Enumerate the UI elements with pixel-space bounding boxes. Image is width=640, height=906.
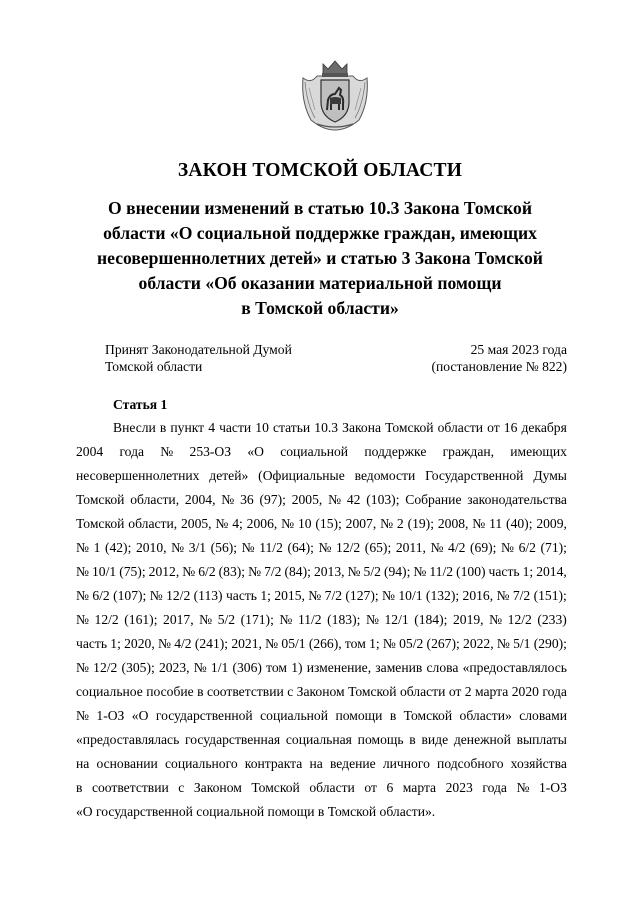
- article-word: Законом: [193, 780, 242, 795]
- article-word: 1;: [522, 564, 534, 579]
- article-word: виде: [421, 732, 449, 747]
- article-word: пособие: [146, 684, 194, 699]
- article-word: часть: [76, 636, 108, 651]
- article-word: марта: [475, 684, 509, 699]
- article-word: (83);: [218, 564, 246, 579]
- article-word: 2004: [76, 444, 104, 459]
- article-word: №: [76, 612, 89, 627]
- article-word: детей»: [209, 468, 249, 483]
- article-word: (127);: [345, 588, 379, 603]
- article-word: на: [76, 756, 90, 771]
- article-word: 2: [464, 684, 472, 699]
- article-word: часть: [488, 564, 520, 579]
- article-word: словами: [519, 708, 567, 723]
- article-word: №: [265, 636, 279, 651]
- tomsk-region-coat-of-arms-icon: [297, 58, 373, 132]
- article-line: [76, 632, 567, 656]
- article-word: №: [496, 588, 510, 603]
- article-word: №: [157, 636, 171, 651]
- article-word: №: [496, 636, 510, 651]
- article-word: 11: [489, 516, 503, 531]
- article-word: в: [197, 684, 204, 699]
- article-word: социальной: [280, 444, 349, 459]
- article-word: Внесли: [113, 420, 156, 435]
- article-word: 12/2: [166, 588, 191, 603]
- article-word: №: [199, 612, 213, 627]
- article-word: социальная: [285, 732, 352, 747]
- article-word: №: [76, 564, 89, 579]
- article-word: денежной: [453, 732, 511, 747]
- article-word: 1): [291, 660, 303, 675]
- article-word: (171);: [240, 612, 274, 627]
- article-word: 2: [396, 516, 404, 531]
- article-word: (75);: [119, 564, 146, 579]
- article-word: от: [364, 780, 377, 795]
- article-word: 12/1: [384, 612, 409, 627]
- law-title: ЗАКОН ТОМСКОЙ ОБЛАСТИ: [177, 160, 463, 181]
- article-word: №: [279, 612, 293, 627]
- article-word: 7/2: [264, 564, 282, 579]
- article-word: 10.3: [314, 420, 339, 435]
- article-line: [76, 416, 567, 440]
- article-word: от: [448, 684, 462, 699]
- article-word: (42);: [104, 540, 132, 555]
- article-word: (233): [537, 612, 567, 627]
- subtitle-line: области «О социальной поддержке граждан, имеющих: [103, 223, 537, 243]
- article-word: (94);: [383, 564, 411, 579]
- article-word: №: [413, 564, 427, 579]
- article-word: Собрание: [405, 492, 462, 507]
- article-line: [76, 512, 567, 536]
- article-word: законодательства: [467, 492, 567, 507]
- article-line: [76, 728, 567, 752]
- article-word: 2020: [511, 684, 539, 699]
- article-word: (56);: [210, 540, 238, 555]
- article-word: (40);: [506, 516, 533, 531]
- article-word: 11/2: [297, 612, 322, 627]
- article-word: области,: [130, 492, 180, 507]
- article-word: 12/2: [336, 540, 361, 555]
- subtitle-line: в Томской области»: [241, 298, 399, 318]
- article-word: №: [382, 588, 395, 603]
- article-word: 2009,: [536, 516, 567, 531]
- article-body: [76, 416, 567, 824]
- article-word: 3/1: [188, 540, 207, 555]
- article-word: (19);: [407, 516, 434, 531]
- article-word: «О: [247, 444, 264, 459]
- article-word: 253-ОЗ: [189, 444, 232, 459]
- article-word: 2004,: [184, 492, 216, 507]
- article-word: имеющих: [510, 444, 567, 459]
- article-word: (305);: [121, 660, 155, 675]
- article-word: поддержке: [364, 444, 427, 459]
- article-word: (290);: [533, 636, 567, 651]
- article-word: (132);: [425, 588, 460, 603]
- article-word: 4/2: [174, 636, 192, 651]
- article-word: 1;: [110, 636, 121, 651]
- article-heading: Статья 1: [113, 397, 168, 412]
- article-word: №: [160, 444, 174, 459]
- article-word: части: [219, 420, 252, 435]
- article-word: с: [287, 684, 294, 699]
- article-word: помощь: [357, 732, 404, 747]
- article-word: Закона: [342, 420, 382, 435]
- article-word: (64);: [287, 540, 314, 555]
- article-word: 1-ОЗ: [538, 780, 567, 795]
- article-word: года: [482, 780, 507, 795]
- article-word: социального: [165, 756, 238, 771]
- article-word: Думы: [533, 468, 567, 483]
- article-word: №: [281, 516, 295, 531]
- article-word: (151);: [533, 588, 567, 603]
- article-word: 6/2: [198, 564, 216, 579]
- article-word: №: [221, 492, 235, 507]
- subtitle-line: О внесении изменений в статью 10.3 Закона Томской: [108, 198, 532, 218]
- article-word: №: [472, 516, 486, 531]
- article-word: (241);: [194, 636, 229, 651]
- article-line: [76, 800, 567, 824]
- article-word: 1/1: [210, 660, 229, 675]
- article-word: 2006,: [246, 516, 278, 531]
- article-word: №: [382, 636, 396, 651]
- article-word: 2015,: [274, 588, 305, 603]
- article-word: №: [489, 612, 503, 627]
- article-word: года: [542, 684, 567, 699]
- article-line: [76, 776, 567, 800]
- article-word: 7/2: [512, 588, 531, 603]
- subtitle-line: области «Об оказании материальной помощи: [138, 273, 502, 293]
- article-word: основании: [96, 756, 158, 771]
- article-word: №: [76, 708, 89, 723]
- article-word: 42: [346, 492, 361, 507]
- article-word: граждан,: [442, 444, 495, 459]
- subtitle-line: несовершеннолетних детей» и статью 3 Закона Томской: [97, 248, 543, 268]
- article-word: «О: [131, 708, 149, 723]
- article-word: 2014,: [536, 564, 567, 579]
- article-word: (69);: [470, 540, 497, 555]
- article-word: помощи: [335, 708, 383, 723]
- article-word: Томской: [251, 780, 300, 795]
- article-word: 5/2: [217, 612, 236, 627]
- article-word: 10: [255, 420, 269, 435]
- article-word: №: [149, 588, 163, 603]
- article-word: №: [516, 780, 530, 795]
- article-word: в: [389, 708, 397, 723]
- resolution-number: (постановление № 822): [431, 359, 567, 374]
- article-word: (113): [193, 588, 223, 603]
- article-word: «О государственной социальной помощи в Томской области».: [76, 804, 436, 819]
- article-word: том: [344, 636, 366, 651]
- article-word: 12/2: [507, 612, 532, 627]
- adoption-block: [105, 341, 567, 375]
- article-word: 5/1: [513, 636, 531, 651]
- article-word: 2008,: [437, 516, 469, 531]
- article-line: [76, 656, 567, 680]
- article-word: 12/2: [94, 612, 119, 627]
- adopted-by: Принят Законодательной Думой: [105, 342, 292, 357]
- article-word: 4;: [232, 516, 243, 531]
- article-word: 2023,: [158, 660, 190, 675]
- article-word: 1;: [369, 636, 380, 651]
- adopted-by-region: Томской области: [105, 359, 203, 374]
- article-word: от: [487, 420, 500, 435]
- article-word: №: [215, 516, 229, 531]
- article-word: 1: [93, 540, 101, 555]
- article-word: 2019,: [452, 612, 484, 627]
- article-word: (15);: [315, 516, 342, 531]
- article-word: 05/1: [281, 636, 306, 651]
- article-line: [76, 752, 567, 776]
- article-word: статьи: [272, 420, 311, 435]
- article-word: года: [119, 444, 145, 459]
- article-word: 4: [208, 420, 215, 435]
- article-word: 2020,: [124, 636, 155, 651]
- article-word: 10/1: [92, 564, 117, 579]
- article-word: на: [309, 756, 323, 771]
- article-word: №: [328, 492, 342, 507]
- article-word: подсобного: [437, 756, 504, 771]
- article-word: несовершеннолетних: [76, 468, 200, 483]
- article-word: пункт: [170, 420, 205, 435]
- article-word: №: [182, 564, 196, 579]
- article-word: 6/2: [92, 588, 110, 603]
- article-word: 11/2: [429, 564, 454, 579]
- article-word: государственная: [185, 732, 281, 747]
- article-word: 10/1: [398, 588, 423, 603]
- article-word: личного: [382, 756, 430, 771]
- article-word: Томской: [385, 420, 434, 435]
- article-word: 2022,: [463, 636, 494, 651]
- article-word: (266),: [308, 636, 342, 651]
- article-word: в: [76, 780, 83, 795]
- article-line: [76, 464, 567, 488]
- article-word: №: [171, 540, 185, 555]
- article-word: №: [347, 564, 361, 579]
- article-word: соответствии: [91, 780, 169, 795]
- article-word: 10: [297, 516, 312, 531]
- article-word: 12/2: [93, 660, 118, 675]
- article-line: [76, 560, 567, 584]
- article-word: области,: [128, 516, 178, 531]
- article-word: 2007,: [345, 516, 377, 531]
- article-line: [76, 584, 567, 608]
- article-word: ведение: [329, 756, 376, 771]
- article-word: государственной: [155, 708, 253, 723]
- article-word: области: [399, 684, 446, 699]
- article-word: Томской: [348, 684, 397, 699]
- article-word: области: [309, 780, 355, 795]
- article-word: №: [308, 588, 322, 603]
- article-line: [76, 704, 567, 728]
- article-word: хозяйства: [510, 756, 567, 771]
- article-word: №: [501, 540, 514, 555]
- article-word: 2005,: [180, 516, 212, 531]
- article-word: №: [365, 612, 379, 627]
- article-word: 1;: [260, 588, 271, 603]
- article-word: изменение,: [306, 660, 372, 675]
- article-word: Законом: [296, 684, 345, 699]
- article-word: социальной: [260, 708, 329, 723]
- article-word: (184);: [414, 612, 448, 627]
- article-word: 05/2: [399, 636, 424, 651]
- article-word: 36: [240, 492, 254, 507]
- article-word: (97);: [259, 492, 286, 507]
- article-word: 6/2: [518, 540, 536, 555]
- article-word: Томской: [76, 516, 125, 531]
- article-word: Томской: [403, 708, 453, 723]
- article-line: [76, 536, 567, 560]
- article-word: №: [318, 540, 332, 555]
- article-word: 6: [386, 780, 394, 795]
- article-word: (183);: [327, 612, 361, 627]
- article-word: №: [76, 588, 89, 603]
- article-word: «предоставлялась: [76, 732, 180, 747]
- article-word: области: [437, 420, 484, 435]
- article-line: [76, 440, 567, 464]
- article-word: контракта: [244, 756, 303, 771]
- article-word: 2016,: [462, 588, 494, 603]
- article-word: заменив: [375, 660, 423, 675]
- article-word: (Официальные: [258, 468, 345, 483]
- article-word: (161);: [124, 612, 158, 627]
- adoption-date: 25 мая 2023 года: [470, 342, 567, 357]
- article-word: 2010,: [135, 540, 167, 555]
- article-word: с: [178, 780, 185, 795]
- article-word: (100): [456, 564, 486, 579]
- article-word: 2011,: [395, 540, 426, 555]
- article-word: «предоставлялось: [462, 660, 567, 675]
- article-word: (71);: [540, 540, 567, 555]
- article-word: №: [380, 516, 394, 531]
- article-word: 2005,: [291, 492, 323, 507]
- article-word: ведомости: [354, 468, 416, 483]
- article-word: №: [241, 540, 255, 555]
- article-word: 1-ОЗ: [96, 708, 125, 723]
- article-word: №: [76, 540, 89, 555]
- article-word: слова: [426, 660, 459, 675]
- article-word: №: [76, 660, 89, 675]
- article-word: Государственной: [425, 468, 524, 483]
- law-subtitle: [80, 196, 560, 321]
- article-word: №: [248, 564, 262, 579]
- article-word: Томской: [76, 492, 125, 507]
- article-word: декабря: [521, 420, 567, 435]
- article-word: 7/2: [324, 588, 343, 603]
- article-word: 16: [503, 420, 518, 435]
- article-word: социальное: [76, 684, 143, 699]
- article-line: [76, 488, 567, 512]
- article-word: 2012,: [148, 564, 180, 579]
- article-word: (107);: [113, 588, 147, 603]
- article-word: №: [430, 540, 444, 555]
- article-word: соответствии: [206, 684, 284, 699]
- article-word: 2021,: [231, 636, 262, 651]
- article-word: в: [159, 420, 167, 435]
- article-word: 2017,: [163, 612, 194, 627]
- article-word: области»: [459, 708, 512, 723]
- article-word: том: [266, 660, 288, 675]
- article-word: (306): [232, 660, 262, 675]
- article-word: в: [409, 732, 416, 747]
- article-word: марта: [402, 780, 437, 795]
- article-word: (65);: [364, 540, 392, 555]
- article-line: [76, 608, 567, 632]
- article-word: часть: [225, 588, 257, 603]
- article-word: 5/2: [363, 564, 381, 579]
- article-word: 2023: [445, 780, 473, 795]
- article-word: выплаты: [516, 732, 567, 747]
- article-word: (103);: [366, 492, 400, 507]
- article-word: (84);: [284, 564, 311, 579]
- article-word: 4/2: [448, 540, 466, 555]
- article-word: (267);: [426, 636, 460, 651]
- article-line: [76, 680, 567, 704]
- article-word: №: [193, 660, 207, 675]
- article-word: 2013,: [313, 564, 345, 579]
- article-word: 11/2: [259, 540, 283, 555]
